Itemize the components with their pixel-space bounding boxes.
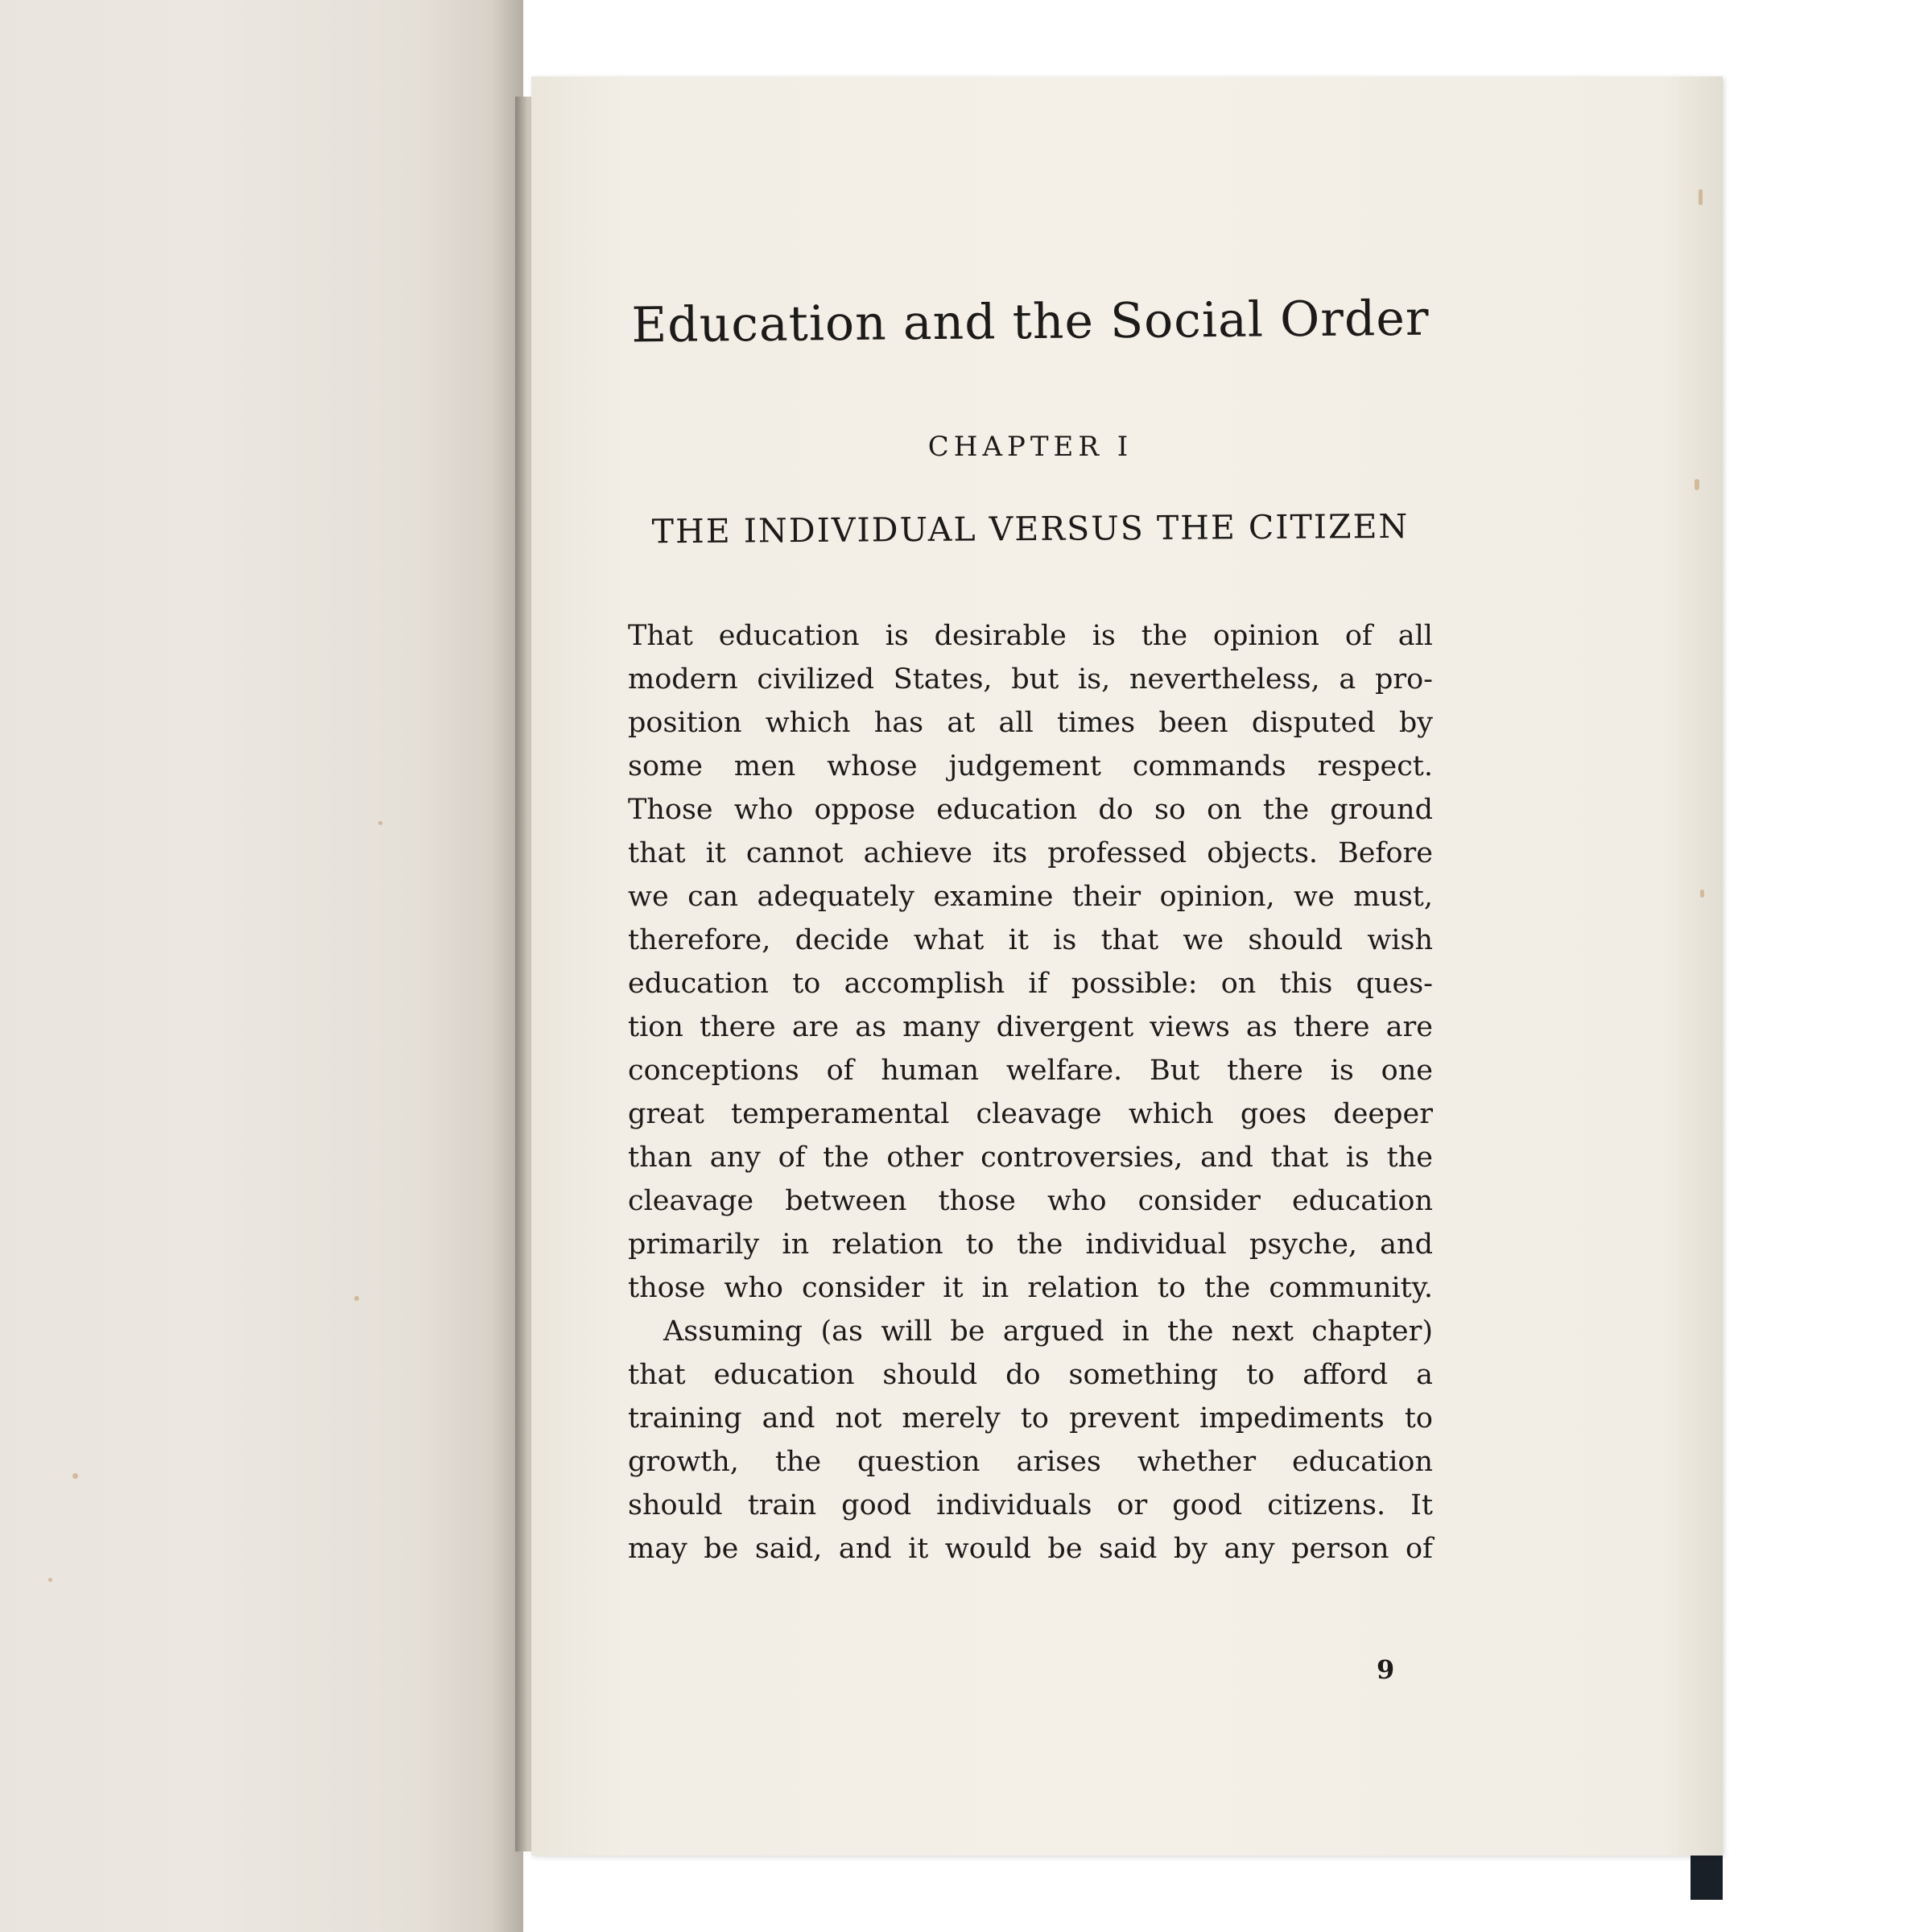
foxing-spot	[354, 1296, 359, 1301]
text-line: education to accomplish if possible: on this ques-	[628, 968, 1433, 1000]
page-number: 9	[1377, 1654, 1395, 1685]
text-line: modern civilized States, but is, nevertheless, a pro-	[628, 663, 1433, 696]
chapter-number: CHAPTER I	[927, 431, 1133, 463]
text-line: Those who oppose education do so on the ground	[628, 794, 1433, 826]
text-line: training and not merely to prevent impediments to	[628, 1402, 1433, 1435]
text-line: tion there are as many divergent views as there are	[628, 1011, 1433, 1043]
text-line: those who consider it in relation to the community.	[628, 1272, 1433, 1304]
chapter-title: THE INDIVIDUAL VERSUS THE CITIZEN	[651, 506, 1410, 551]
text-line: may be said, and it would be said by any person of	[628, 1533, 1433, 1565]
text-line: therefore, decide what it is that we should wish	[628, 924, 1433, 956]
foxing-spot	[1700, 890, 1704, 898]
book-cover-edge-right	[1690, 1852, 1723, 1900]
text-line: should train good individuals or good citizens. It	[628, 1489, 1433, 1521]
right-page	[531, 76, 1723, 1856]
left-page	[0, 0, 523, 1932]
foxing-spot	[1695, 479, 1699, 490]
text-line: primarily in relation to the individual psyche, and	[628, 1228, 1433, 1261]
text-line: some men whose judgement commands respect.	[628, 750, 1433, 782]
text-line: great temperamental cleavage which goes deeper	[628, 1098, 1433, 1130]
body-text	[628, 614, 1433, 1571]
text-line: cleavage between those who consider education	[628, 1185, 1433, 1217]
foxing-spot	[1699, 189, 1703, 205]
book-title: Education and the Social Order	[631, 290, 1430, 354]
text-line: we can adequately examine their opinion, we must,	[628, 881, 1433, 913]
text-line: than any of the other controversies, and that is the	[628, 1141, 1433, 1174]
text-line: growth, the question arises whether education	[628, 1446, 1433, 1478]
foxing-spot	[48, 1578, 52, 1582]
foxing-spot	[378, 821, 382, 825]
text-line: Assuming (as will be argued in the next chapter)	[663, 1315, 1433, 1348]
text-line: conceptions of human welfare. But there is one	[628, 1055, 1433, 1087]
text-line: position which has at all times been disputed by	[628, 707, 1433, 739]
text-line: That education is desirable is the opinion of all	[628, 620, 1433, 652]
foxing-spot	[72, 1473, 78, 1479]
text-line: that it cannot achieve its professed objects. Before	[628, 837, 1433, 869]
text-line: that education should do something to afford a	[628, 1359, 1433, 1391]
